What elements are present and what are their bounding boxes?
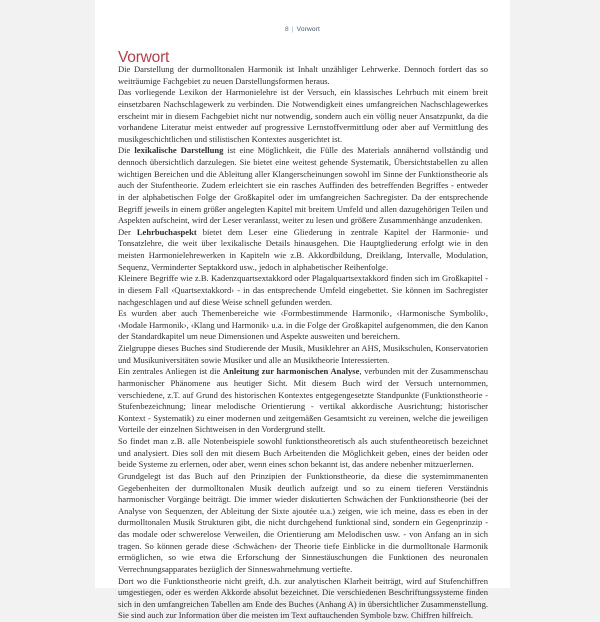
paragraph xyxy=(118,308,488,343)
running-head-section: Vorwort xyxy=(297,26,320,33)
paragraph xyxy=(118,366,488,436)
paragraph-lead: Der xyxy=(118,227,137,237)
paragraph xyxy=(118,227,488,274)
running-head-page-number: 8 xyxy=(285,26,289,33)
paragraph-lead: Die xyxy=(118,145,134,155)
paragraph xyxy=(118,436,488,471)
paragraph-text: Es wurden aber auch Themenbereiche wie ‹Formbestimmende Harmonik›, ‹Harmonische Symbolik›, ‹Modale Harmonik›, ‹Klang und Harmonik› u.a. in die Folge der Großkapitel aufgenommen, die den Kanon der Standardkapitel um neue Dimensionen und Aspekte ausweiten und bereichern. xyxy=(118,308,488,341)
paragraph-text: Die Darstellung der durmolltonalen Harmonik ist Inhalt unzähliger Lehrwerke. Dennoch fordert das so weiträumige Fachgebiet zu neuen Darstellungsformen heraus. xyxy=(118,64,488,86)
paragraph xyxy=(118,87,488,145)
paragraph-text: So findet man z.B. alle Notenbeispiele sowohl funktionstheoretisch als auch stufentheoretisch bezeichnet und analysiert. Dies soll den mit diesem Buch Arbeitenden die Möglichkeit geben, eines der beiden oder beide Systeme zu erlernen, oder aber, wenn eines schon bekannt ist, das andere nebenher mitzuerlernen. xyxy=(118,436,488,469)
body-text xyxy=(118,64,488,622)
paragraph xyxy=(118,343,488,366)
paragraph xyxy=(118,576,488,622)
paragraph xyxy=(118,145,488,226)
paragraph xyxy=(118,471,488,576)
emphasis-term: Anleitung zur harmonischen Analyse xyxy=(223,366,360,376)
paragraph-text: Kleinere Begriffe wie z.B. Kadenzquartsextakkord oder Plagalquartsextakkord finden sich im Großkapitel - in diesem Fall ‹Quartsextakkord› - in das entsprechende Umfeld eingebettet. Sie können im Sachregister nachgeschlagen und auf diese Weise schnell gefunden werden. xyxy=(118,273,488,306)
paragraph-text: bietet dem Leser eine Gliederung in zentrale Kapitel der Harmonie- und Tonsatzlehre, die weit über lexikalische Details hinausgehen. Die Hauptgliederung erfolgt wie in den meisten Harmonielehrewerken in Kapiteln wie z.B. Akkordbildung, Dreiklang, Intervalle, Modulation, Sequenz, Verminderter Septakkord usw., jedoch in alphabetischer Reihenfolge. xyxy=(118,227,488,272)
document-page xyxy=(95,0,510,588)
paragraph-text: Dort wo die Funktionstheorie nicht greift, d.h. zur analytischen Klarheit beiträgt, wird auf Stufenchiffren umgestiegen, oder es werden Akkorde absolut bezeichnet. Die verschiedenen Beschriftungssysteme finden sich in den umfangreichen Tabellen am Ende des Buches (Anhang A) in übersichtlicher Zusammenstellung. Sie sind auch zur Information über die meisten im Text auftauchenden Symbole bzw. Chiffren hilfreich. xyxy=(118,576,488,621)
paragraph-text: Das vorliegende Lexikon der Harmonielehre ist der Versuch, ein klassisches Lehrbuch mit einem breit einsetzbaren Nachschlagewerk zu verbinden. Die Notwendigkeit eines umfangreichen Nachschlagewerkes erscheint mir in diesem Fachgebiet nicht nur notwendig, sondern auch ein völlig neuer Ansatzpunkt, da die vorhandene Literatur meist entweder auf progressive Lernstoffvermittlung oder aber auf Vermittlung des musikgeschichtlichen und stilistischen Kontextes ausgerichtet ist. xyxy=(118,87,488,144)
paragraph-text: ist eine Möglichkeit, die Fülle des Materials annähernd vollständig und dennoch übersichtlich darzulegen. Sie bietet eine weitest gehende Systematik, Übersichtstabellen zu allen wichtigen Bereichen und die Ableitung aller Klangerscheinungen sowohl im Sinne der Funktionstheorie als auch der Stufentheorie. Zudem erleichtert sie ein rasches Auffinden des betreffenden Begriffes - entweder in der alphabetischen Folge der Großkapitel oder im umfangreichen Sachregister. Da der entsprechende Begriff jeweils in einem größer angelegten Kapitel mit breitem Umfeld und allen dazugehörigen Teilen und Aspekten aufscheint, wird der Leser veranlasst, weiter zu lesen und größere Zusammenhänge anzudenken. xyxy=(118,145,488,225)
running-head-separator: | xyxy=(292,26,294,33)
paragraph-text: Zielgruppe dieses Buches sind Studierende der Musik, Musiklehrer an AHS, Musikschulen, Konservatorien und Musikuniversitäten sowie Musiker und alle an Musiktheorie Interessierten. xyxy=(118,343,488,365)
running-head xyxy=(95,26,510,33)
paragraph xyxy=(118,64,488,87)
paragraph-text: Grundgelegt ist das Buch auf den Prinzipien der Funktionstheorie, da diese die systemimmanenten Gegebenheiten der durmolltonalen Musik deutlich aufzeigt und so zu einem tieferen Verständnis harmonischer Vorgänge beiträgt. Die immer wieder diskutierten Schwächen der Funktionstheorie (bei der Analyse von Sequenzen, der Ableitung der Sixte ajoutée u.a.) zeigen, wie ich meine, dass es eben in der durmolltonalen Musik Strukturen gibt, die nicht durchgehend funktional sind, sondern ein Gegenprinzip - das modale oder schwerelose Verweilen, die Orientierung am Melodischen usw. - von Anfang an in sich tragen. So können gerade diese ‹Schwächen› der Theorie tiefe Einblicke in die durmolltonale Harmonik ermöglichen, so wie etwa die Erforschung der Sinnestäuschungen die Funktionen des neuronalen Verrechnungsapparates bezüglich der Sinneswahrnehmung vertiefte. xyxy=(118,471,488,574)
paragraph-lead: Ein zentrales Anliegen ist die xyxy=(118,366,223,376)
paragraph-text: , verbunden mit der Zusammenschau harmonischer Phänomene aus heutiger Sicht. Mit diesem Buch wird der Versuch unternommen, verschiedene, z.T. auf Grund des historischen Kontextes entgegengesetzte Standpunkte (Funktionstheorie - Stufenbezeichnung; linear melodische Orientierung - vertikal akkordische Ausrichtung; historischer Kontext - Systematik) zu einer modernen und zeitgemäßen Gesamtsicht zu vereinen, welche die jeweiligen Vorteile der einzelnen Sichtweisen in den Vordergrund stellt. xyxy=(118,366,488,434)
page-title: Vorwort xyxy=(118,50,169,66)
paragraph xyxy=(118,273,488,308)
emphasis-term: Lehrbuchaspekt xyxy=(137,227,197,237)
emphasis-term: lexikalische Darstellung xyxy=(134,145,223,155)
